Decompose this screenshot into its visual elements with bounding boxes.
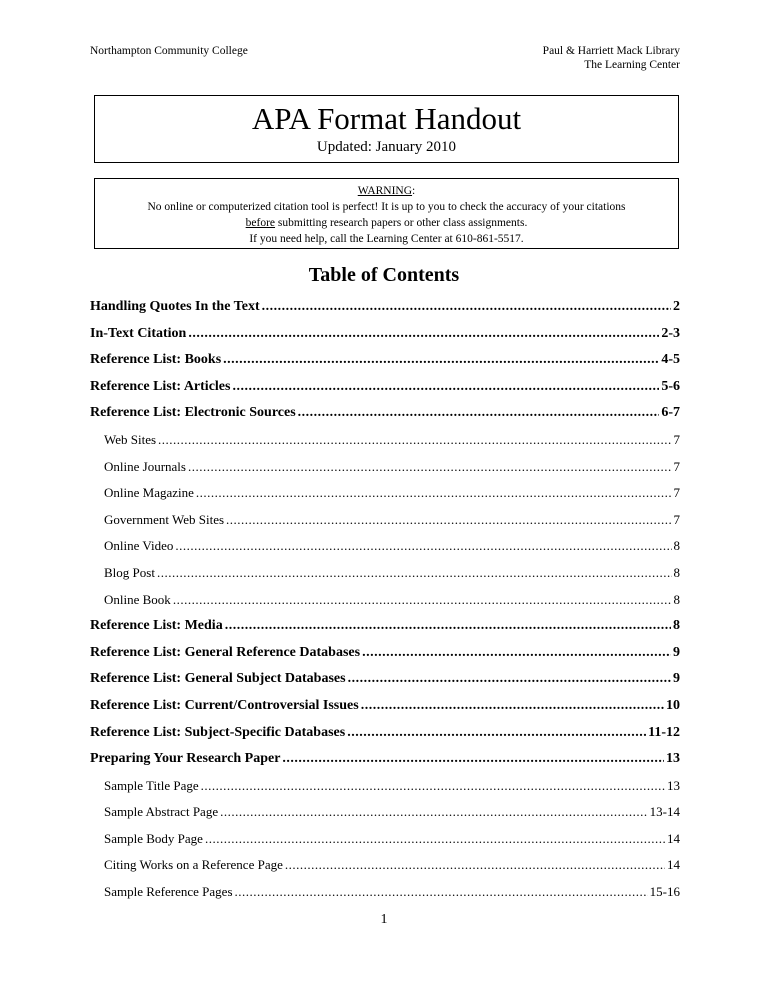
toc-title: Table of Contents bbox=[308, 264, 460, 286]
toc-entry[interactable] bbox=[90, 751, 680, 778]
toc-entry-label: Online Magazine bbox=[104, 485, 194, 501]
toc-entry-label: Handling Quotes In the Text bbox=[90, 299, 260, 314]
toc-entry-label: Web Sites bbox=[104, 431, 157, 447]
toc-entry-label: Sample Reference Pages bbox=[104, 884, 233, 900]
toc-entry-page: 15-16 bbox=[649, 884, 680, 900]
title-box bbox=[94, 95, 679, 163]
toc-entry-page: 8 bbox=[673, 564, 680, 580]
toc-entry-label: Online Journals bbox=[104, 458, 186, 474]
toc-subentry[interactable] bbox=[90, 538, 680, 565]
warning-heading-line: WARNING: bbox=[357, 185, 416, 197]
toc-entry-label: Blog Post bbox=[104, 564, 155, 580]
toc-entry-label: Online Video bbox=[104, 538, 174, 554]
header-center-name: The Learning Center bbox=[584, 59, 680, 71]
document-subtitle: Updated: January 2010 bbox=[316, 139, 457, 155]
toc-entry-label: Reference List: Books bbox=[90, 352, 222, 368]
toc-subentry[interactable] bbox=[90, 857, 680, 884]
toc-entry-label: Preparing Your Research Paper bbox=[90, 751, 281, 767]
toc-entry-page: 6-7 bbox=[661, 405, 680, 421]
toc-entry-label: Reference List: Electronic Sources bbox=[90, 405, 296, 421]
toc-entry-label: Reference List: Articles bbox=[90, 378, 231, 394]
toc-entry-label: Reference List: Media bbox=[90, 618, 223, 634]
toc-entry-label: Citing Works on a Reference Page bbox=[104, 857, 283, 873]
header-institution-text: Northampton Community College bbox=[90, 45, 248, 57]
toc-entry-page: 8 bbox=[673, 591, 680, 607]
toc-entry-page: 13 bbox=[666, 751, 680, 767]
toc-entry[interactable] bbox=[90, 645, 680, 672]
toc-subentry[interactable] bbox=[90, 804, 680, 831]
warning-box bbox=[94, 178, 679, 249]
toc-entry-label: Sample Title Page bbox=[104, 777, 199, 793]
toc-entry[interactable] bbox=[90, 671, 680, 698]
toc-entry-page: 13-14 bbox=[649, 804, 680, 820]
toc-entry-page: 7 bbox=[673, 431, 680, 447]
warning-line-1: No online or computerized citation tool is perfect! It is up to you to check the accuracy of your citations bbox=[147, 201, 626, 213]
toc-entry-page: 8 bbox=[673, 538, 680, 554]
toc-entry-page: 13 bbox=[667, 777, 680, 793]
toc-entry-page: 2-3 bbox=[661, 325, 680, 341]
toc-subentry[interactable] bbox=[90, 565, 680, 592]
warning-line-3: If you need help, call the Learning Center at 610-861-5517. bbox=[249, 233, 524, 245]
toc-entry-label: Reference List: General Subject Databases bbox=[90, 671, 346, 687]
toc-entry-page: 4-5 bbox=[661, 352, 680, 368]
toc-entry-label: Online Book bbox=[104, 591, 171, 607]
toc-entry-page: 7 bbox=[673, 511, 680, 527]
toc-entry-page: 10 bbox=[666, 697, 680, 713]
toc-entry[interactable] bbox=[90, 299, 680, 326]
toc-entry-label: In-Text Citation bbox=[90, 325, 187, 341]
toc-entry[interactable] bbox=[90, 379, 680, 406]
toc-entry-page: 14 bbox=[667, 830, 680, 846]
toc-subentry[interactable] bbox=[90, 459, 680, 486]
toc-entry-page: 5-6 bbox=[661, 378, 680, 394]
toc-entry[interactable] bbox=[90, 725, 680, 752]
toc-entry-page: 8 bbox=[673, 618, 680, 634]
toc-entry-label: Reference List: General Reference Databases bbox=[90, 644, 361, 660]
toc-entry-page: 9 bbox=[673, 671, 680, 687]
toc-entry[interactable] bbox=[90, 618, 680, 645]
header-institution bbox=[90, 44, 248, 58]
toc-entry-page: 7 bbox=[673, 458, 680, 474]
header-library-name: Paul & Harriett Mack Library bbox=[542, 45, 680, 57]
toc-entry-page: 11-12 bbox=[648, 724, 680, 740]
toc-subentry[interactable] bbox=[90, 831, 680, 858]
toc-entry[interactable] bbox=[90, 326, 680, 353]
toc-subentry[interactable] bbox=[90, 778, 680, 805]
page-number: 1 bbox=[380, 912, 388, 927]
toc-entry[interactable] bbox=[90, 698, 680, 725]
toc-entry-page: 7 bbox=[673, 485, 680, 501]
document-title: APA Format Handout bbox=[251, 101, 522, 136]
table-of-contents bbox=[90, 299, 680, 911]
toc-entry[interactable] bbox=[90, 352, 680, 379]
toc-entry-label: Sample Abstract Page bbox=[104, 804, 219, 820]
toc-subentry[interactable] bbox=[90, 512, 680, 539]
toc-subentry[interactable] bbox=[90, 592, 680, 619]
warning-heading: WARNING bbox=[357, 185, 413, 197]
toc-subentry[interactable] bbox=[90, 432, 680, 459]
toc-subentry[interactable] bbox=[90, 485, 680, 512]
toc-entry-label: Reference List: Subject-Specific Databases bbox=[90, 724, 346, 740]
toc-entry-label: Sample Body Page bbox=[104, 830, 203, 846]
header-library bbox=[543, 44, 680, 72]
toc-entry-label: Reference List: Current/Controversial Issues bbox=[90, 697, 359, 713]
toc-entry-page: 14 bbox=[667, 857, 680, 873]
warning-before: before bbox=[245, 217, 276, 229]
toc-entry-label: Government Web Sites bbox=[104, 511, 225, 527]
toc-subentry[interactable] bbox=[90, 884, 680, 911]
warning-line-2-rest: submitting research papers or other class assignments. bbox=[275, 217, 528, 229]
toc-entry-page: 9 bbox=[673, 644, 680, 660]
toc-entry-page: 2 bbox=[673, 299, 680, 314]
toc-entry[interactable] bbox=[90, 405, 680, 432]
warning-line-2 bbox=[95, 215, 678, 231]
